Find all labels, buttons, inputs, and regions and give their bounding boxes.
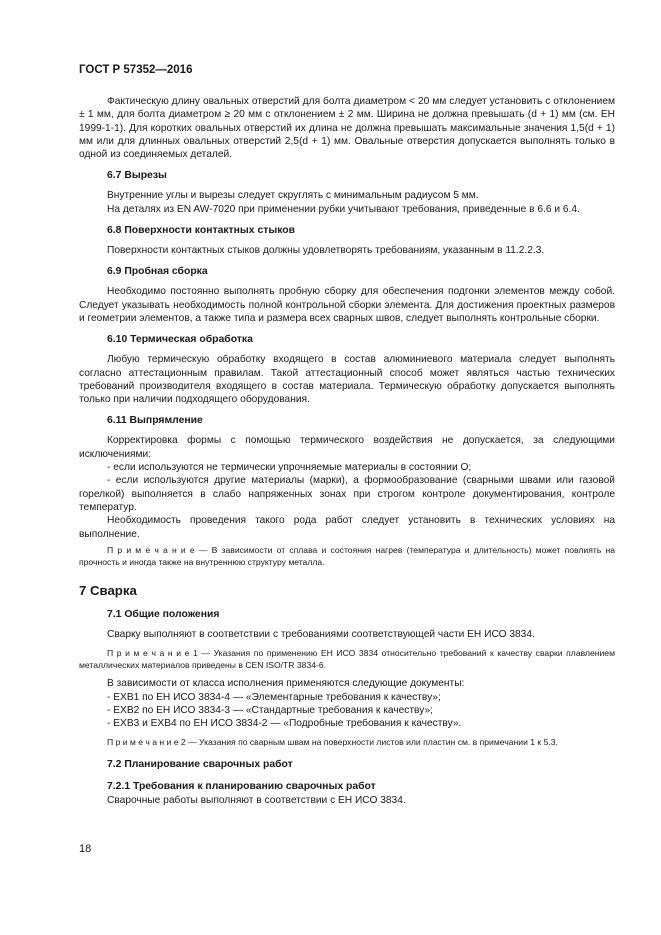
note-label: П р и м е ч а н и е 1 — [107, 647, 198, 658]
document-header: ГОСТ Р 57352—2016 — [79, 64, 193, 76]
heading-6-8: 6.8 Поверхности контактных стыков — [107, 225, 295, 237]
paragraph-6-11-2: Необходимость проведения такого рода работ следует установить в технических условиях на выполнение. — [79, 515, 615, 540]
note-label: П р и м е ч а н и е 2 — [107, 736, 186, 747]
heading-6-10: 6.10 Термическая обработка — [107, 334, 253, 346]
paragraph-7-2-1-1: Сварочные работы выполняют в соответствии с ЕН ИСО 3834. — [107, 795, 406, 807]
heading-7-2: 7.2 Планирование сварочных работ — [107, 759, 293, 771]
list-item-6-11-2: - если используются другие материалы (марки), а формообразование (сварными швами или газовой горелкой) выполняется в слабо напряженных зонах при строгом контроле документирования, контроле температур. — [79, 475, 615, 513]
page-body — [79, 95, 615, 808]
heading-7-1: 7.1 Общие положения — [107, 609, 220, 621]
paragraph-6-7-2: На деталях из EN AW-7020 при применении рубки учитывают требования, приведенные в 6.6 и 6.4. — [107, 203, 580, 215]
list-item-6-11-1: - если используются не термически упрочняемые материалы в состоянии О; — [107, 462, 472, 474]
page-number: 18 — [79, 843, 92, 855]
doc-item-2: - EXB2 по ЕН ИСО 3834-3 — «Стандартные требования к качеству»; — [107, 704, 433, 716]
paragraph-6-10-1: Любую термическую обработку входящего в состав алюминиевого материала следует выполнять согласно аттестационным правилам. Такой аттестационный способ может являться частью технических требований производителя входящего в состав материала. Термическую обработку допускается выполнять только при наличии подходящего оборудования. — [79, 354, 615, 406]
note-text: — В зависимости от сплава и состояния нагрев (температура и длительность) может повлиять на прочность и иногда также на внутреннюю структуру металла. — [79, 544, 616, 567]
paragraph-7-1-2: В зависимости от класса исполнения применяются следующие документы: — [107, 678, 465, 690]
paragraph-6-9-1: Необходимо постоянно выполнять пробную сборку для обеспечения подгонки элементов между собой. Следует указывать необходимость полной контрольной сборки элемента. Для достижения проектных размеров и геометрии элементов, а также типа и размера всех сварных швов, следует выполнять контрольные сборки. — [79, 286, 615, 324]
note-text: — Указания по применению ЕН ИСО 3834 относительно требований к качеству сварки плавлением металлических материалов приведены в CEN ISO/TR 3834-6. — [79, 647, 615, 670]
paragraph-6-7-1: Внутренние углы и вырезы следует скруглять с минимальным радиусом 5 мм. — [107, 190, 479, 202]
heading-6-7: 6.7 Вырезы — [107, 170, 167, 182]
paragraph-6-8-1: Поверхности контактных стыков должны удовлетворять требованиям, указанным в 11.2.2.3. — [107, 245, 545, 257]
heading-7: 7 Сварка — [79, 583, 137, 599]
note-label: П р и м е ч а н и е — [107, 544, 195, 555]
paragraph-6-11-1: Корректировка формы с помощью термического воздействия не допускается, за следующими исключениями: — [79, 435, 615, 460]
heading-6-11: 6.11 Выпрямление — [107, 415, 203, 427]
note-7-1-1 — [79, 648, 615, 672]
paragraph-7-1-1: Сварку выполняют в соответствии с требованиями соответствующей части ЕН ИСО 3834. — [107, 629, 535, 641]
doc-item-1: - EXB1 по ЕН ИСО 3834-4 — «Элементарные требования к качеству»; — [107, 691, 441, 703]
note-6-11 — [79, 545, 615, 569]
paragraph-oval-holes: Фактическую длину овальных отверстий для болта диаметром < 20 мм следует установить с отклонением ± 1 мм, для болта диаметром ≥ 20 мм с отклонением ± 2 мм. Ширина не должна превышать (d + 1) мм (см. ЕН 1999-1-1). Для коротких овальных отверстий их длина не должна превышать максимальные значения 1,5(d + 1) мм или для длинных овальных отверстий 2,5(d + 1) мм. Овальные отверстия допускается выполнять только в одной из соединяемых деталей. — [79, 96, 615, 161]
note-text: — Указания по сварным швам на поверхности листов или пластин см. в примечании 1 к 5.3. — [185, 736, 558, 747]
heading-6-9: 6.9 Пробная сборка — [107, 266, 208, 278]
note-7-1-2 — [79, 737, 615, 749]
doc-item-3: - EXB3 и EXB4 по ЕН ИСО 3834-2 — «Подробные требования к качеству». — [107, 718, 462, 730]
heading-7-2-1: 7.2.1 Требования к планированию сварочных работ — [107, 781, 376, 793]
